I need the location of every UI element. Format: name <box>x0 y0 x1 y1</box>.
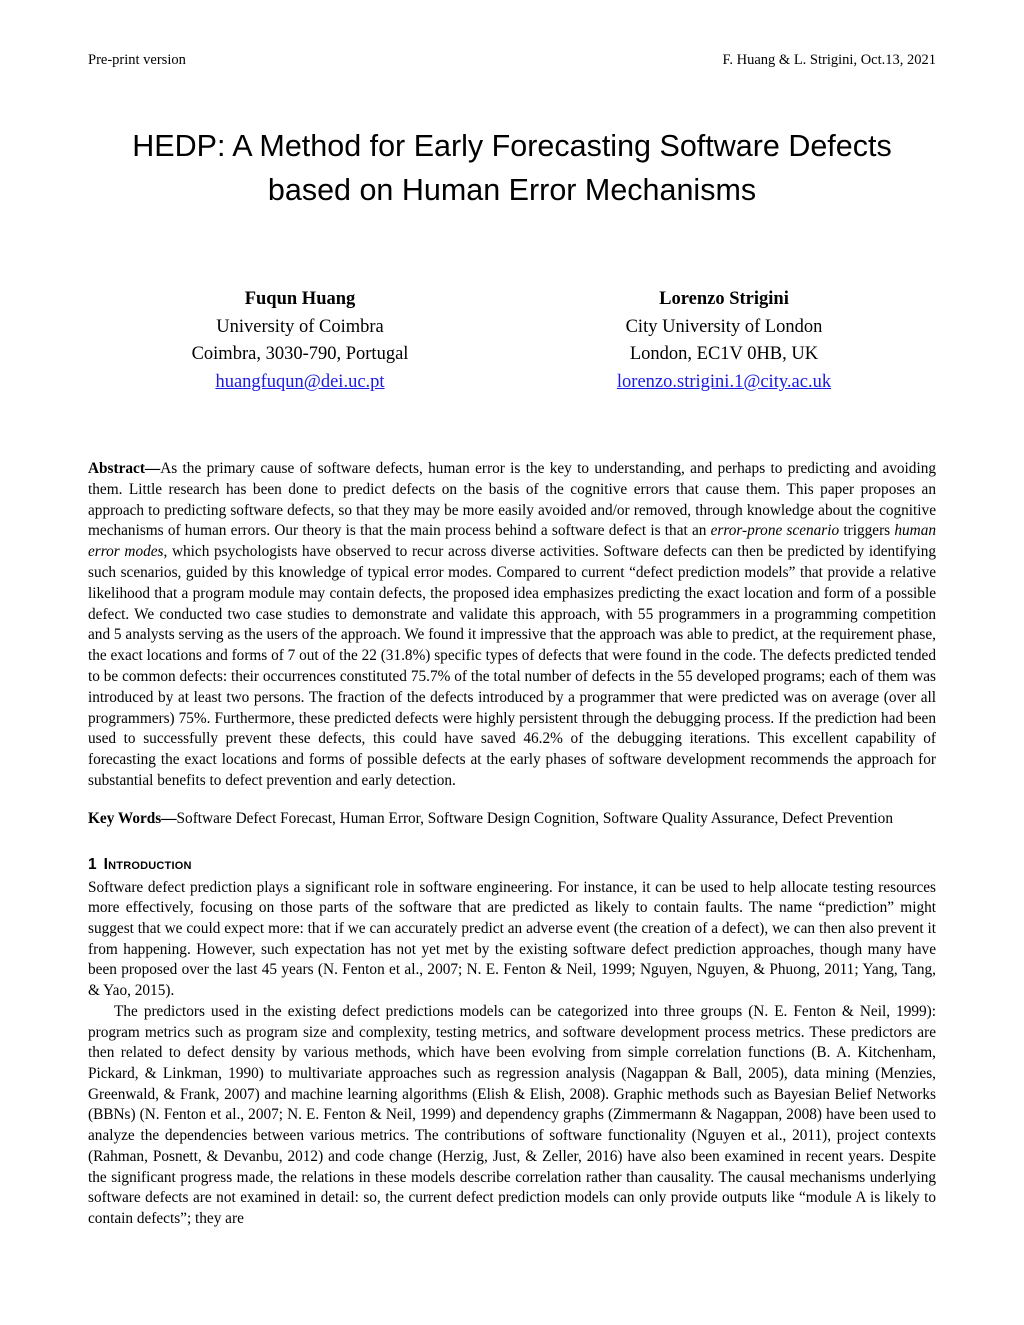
paragraph-2: The predictors used in the existing defect predictions models can be categorized into three groups (N. E. Fenton & Neil, 1999): program metrics such as program size and complexity, testing metrics, and software development process metrics. These predictors are then related to defect density by various methods, which have been evolving from simple correlation functions (B. A. Kitchenham, Pickard, & Linkman, 1990) to multivariate approaches such as regression analysis (Nagappan & Ball, 2005), data mining (Menzies, Greenwald, & Frank, 2007) and machine learning algorithms (Elish & Elish, 2008). Graphic methods such as Bayesian Belief Networks (BBNs) (N. Fenton et al., 2007; N. E. Fenton & Neil, 1999) and dependency graphs (Zimmermann & Nagappan, 2008) have been used to analyze the dependencies between various metrics. The contributions of software functionality (Nguyen et al., 2011), project contexts (Rahman, Posnett, & Devanbu, 2012) and code change (Herzig, Just, & Zeller, 2016) have also been examined in recent years. Despite the significant progress made, the relations in these models describe correlation rather than causality. The causal mechanisms underlying software defects are not examined in detail: so, the current defect prediction models can only provide outputs like “module A is likely to contain defects”; they are <box>88 1002 936 1228</box>
author-1-name: Fuqun Huang <box>244 288 356 309</box>
section-title: Introduction <box>103 855 192 873</box>
page-title: HEDP: A Method for Early Forecasting Software Defects based on Human Error Mechanisms <box>132 129 892 207</box>
author-1-email[interactable]: huangfuqun@dei.uc.pt <box>215 372 385 393</box>
running-head-right: F. Huang & L. Strigini, Oct.13, 2021 <box>722 52 936 68</box>
author-2 <box>512 286 936 397</box>
author-2-email[interactable]: lorenzo.strigini.1@city.ac.uk <box>616 372 832 393</box>
section-number: 1 <box>88 855 97 873</box>
keywords-label: Key Words— <box>88 809 177 827</box>
paragraph-1: Software defect prediction plays a significant role in software engineering. For instance, it can be used to help allocate testing resources more effectively, focusing on those parts of the software that are predicted as likely to contain faults. The name “prediction” might suggest that we could expect more: that if we can accurately predict an adverse event (the creation of a defect), we can then also prevent it from happening. However, such expectation has not yet met by the existing software defect prediction approaches, though many have been proposed over the last 45 years (N. Fenton et al., 2007; N. E. Fenton & Neil, 1999; Nguyen, Nguyen, & Phuong, 2011; Yang, Tang, & Yao, 2015). <box>88 878 936 1000</box>
abstract-label: Abstract— <box>88 459 161 477</box>
abstract-text-2: triggers <box>839 522 895 540</box>
author-1-address: Coimbra, 3030-790, Portugal <box>191 344 409 365</box>
abstract-text-1: As the primary cause of software defects, human error is the key to understanding, and perhaps to predicting and avoiding them. Little research has been done to predict defects on the basis of the cognitive errors that cause them. This paper proposes an approach to predicting software defects, so that they may be more easily avoided and/or removed, through knowledge about the cognitive mechanisms of human errors. Our theory is that the main process behind a software defect is that an <box>88 459 936 540</box>
section-heading-introduction <box>88 856 936 874</box>
author-2-name: Lorenzo Strigini <box>659 288 789 309</box>
author-2-affiliation: City University of London <box>625 316 823 337</box>
abstract-italic-2: human error modes <box>88 522 936 561</box>
abstract-italic-1: error-prone scenario <box>710 522 840 540</box>
abstract-text-3: , which psychologists have observed to recur across diverse activities. Software defects can then be predicted by identifying such scenarios, guided by this knowledge of typical error modes. Compared to current “defect prediction models” that provide a relative likelihood that a program module may contain defects, the proposed idea emphasizes predicting the exact location and form of a possible defect. We conducted two case studies to demonstrate and validate this approach, with 55 programmers in a programming competition and 5 analysts serving as the users of the approach. We found it impressive that the approach was able to predict, at the requirement phase, the exact locations and forms of 7 out of the 22 (31.8%) specific types of defects that were found in the code. The defects predicted tended to be common defects: their occurrences constituted 75.7% of the total number of defects in the 55 developed programs; each of them was introduced by at least two persons. The fraction of the defects introduced by a programmer that were predicted was on average (over all programmers) 75%. Furthermore, these predicted defects were highly persistent through the debugging process. If the prediction had been used to successfully prevent these defects, this could have saved 46.2% of the debugging iterations. This excellent capability of forecasting the exact locations and forms of possible defects at the early phases of software development recommends the approach for substantial benefits to defect prevention and early detection. <box>88 543 936 789</box>
keywords <box>88 809 936 830</box>
author-block <box>88 286 936 397</box>
author-2-address: London, EC1V 0HB, UK <box>629 344 819 365</box>
author-1-affiliation: University of Coimbra <box>216 316 384 337</box>
keywords-text: Software Defect Forecast, Human Error, Software Design Cognition, Software Quality Assurance, Defect Prevention <box>176 809 893 827</box>
running-head <box>88 52 936 69</box>
abstract <box>88 459 936 792</box>
running-head-left: Pre-print version <box>88 52 186 68</box>
author-1 <box>88 286 512 397</box>
